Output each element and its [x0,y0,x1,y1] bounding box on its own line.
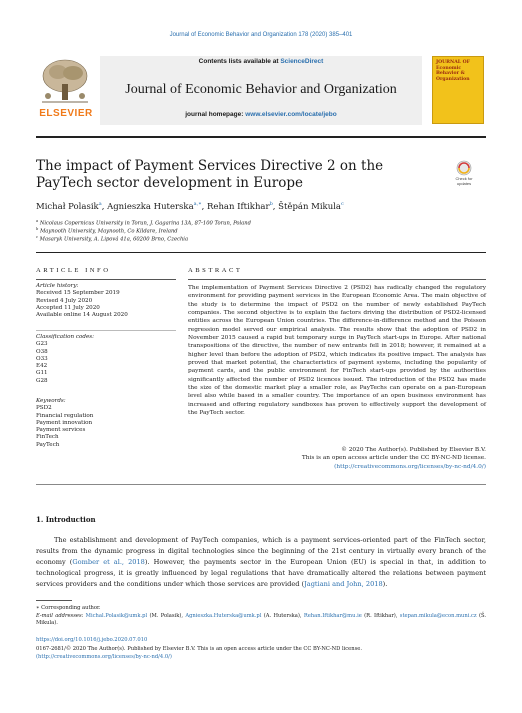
classification-label: Classification codes: [36,334,95,340]
publisher-name: ELSEVIER [39,108,93,119]
intro-text: ). However, the payments sector in the European Union (EU) is special in that, in addition to technological progress, it is greatly influenced by legal regulations that have dramatically altered the relations between payment services providers and the conditions under which those services are provided ( [36,558,486,588]
article-info-heading: ARTICLE INFO [36,267,111,274]
email-link[interactable]: Rehan.Iftikhar@mu.ie [303,613,362,619]
email-owner: (A. Huterska), [263,613,302,619]
author-affiliation-marker[interactable]: a,∗ [193,201,202,207]
email-link[interactable]: Michal.Polasik@umk.pl [85,613,148,619]
abstract-heading: ABSTRACT [188,267,243,274]
abstract-rule [188,279,486,280]
article-title: The impact of Payment Services Directive 2 on the PayTech sector development in Europe [36,158,384,191]
intro-text: ). [382,580,388,588]
affiliation-text: Maynooth University, Maynooth, Co Kildare, Ireland [39,228,178,235]
journal-cover-text [436,60,482,82]
keywords [36,398,166,449]
citation-link[interactable]: Jagtiani and John, 2018 [304,580,383,588]
homepage-line [100,111,422,118]
header-divider [36,136,486,138]
affiliation-marker: a [36,219,39,223]
homepage-prefix: journal homepage: [185,111,246,118]
email-link[interactable]: Agnieszka.Huterska@umk.pl [185,613,262,619]
author-name[interactable]: Štěpán Mikula [278,201,341,212]
author-affiliation-marker[interactable]: a [98,201,102,207]
keywords-label: Keywords: [36,398,66,404]
check-label-line: updates [456,181,472,186]
email-owner: (M. Polasik), [149,613,184,619]
intro-paragraph [36,535,486,590]
cover-line: Behavior & [436,71,465,76]
classification-code: O33 [36,355,48,362]
keyword: FinTech [36,434,59,441]
email-owner: (R. Iftikhar), [364,613,398,619]
affiliation-marker: c [36,235,39,239]
keyword: Financial regulation [36,412,94,419]
affiliation [36,219,456,227]
affiliation-marker: b [36,227,39,231]
affiliation-text: Nicolaus Copernicus University in Torun, J. Gagarina 13A, 87-100 Torun, Poland [39,220,251,227]
email-addresses [36,613,486,627]
citation-link[interactable]: Gomber et al., 2018 [72,558,145,566]
author-name[interactable]: Rehan Iftikhar [207,201,270,212]
email-label: E-mail addresses: [36,613,84,619]
abstract-copyright [188,446,486,471]
classification-code: O38 [36,348,48,355]
affiliation [36,227,456,235]
history-item: Received 15 September 2019 [36,290,120,297]
abstract-text: The implementation of Payment Services Directive 2 (PSD2) has radically changed the regulatory environment for providing payment services in the European Economic Area. The main objective of the study is to determine the impact of PSD2 on the number of newly established PayTech companies. The second objective is to explain the factors driving the distribution of PSD2-licensed entities across the European Union countries. The difference-in-difference method and the Poisson regression model served our empirical analysis. The results show that the adoption of PSD2 in November 2015 caused a rapid but temporary surge in PayTech start-ups in Europe. After national transpositions of the directive, the number of new entrants fell in 2018; however, it remained at a higher level than before the adoption of PSD2, which indicates its positive impact. The analysis has proved that market potential, the characteristics of payment systems, including the popularity of payment cards, and the public environment for FinTech start-ups provided by the authorities significantly affected the number of PSD2 licences issued. The introduction of the PSD2 has made the size of the domestic market play a smaller role, as PayTechs can operate on a pan-European level also while based in a smaller country. The importance of an open business environment has increased and offering regulatory sandboxes has proven to effectively support the development of the PayTech sector. [188,285,486,417]
classification-code: G28 [36,377,48,384]
doi-link[interactable]: https://doi.org/10.1016/j.jebo.2020.07.010 [36,637,148,643]
section-heading: 1. Introduction [36,515,96,524]
author-list: Michał Polasik$^a$, Agnieszka Huterska$^{a,∗}$, Rehan Iftikhar$^b$, Štěpán Mikula$^c$ [36,201,344,212]
history-item: Available online 14 August 2020 [36,312,128,319]
license-link[interactable]: (http://creativecommons.org/licenses/by-nc-nd/4.0/) [36,654,172,660]
author-name[interactable]: Agnieszka Huterska [107,201,194,212]
author-name[interactable]: Michał Polasik [36,201,99,212]
license-link[interactable]: (http://creativecommons.org/licenses/by-nc-nd/4.0/) [334,463,486,470]
intro-text: The establishment and development of PayTech companies, which is a payment services-oriented part of the FinTech sector, results from the dynamic progress in digital technologies since the beginning of the 21st century in virtually every branch of the economy ( [36,536,486,566]
journal-title: Journal of Economic Behavior and Organization [125,82,397,97]
issn-line: 0167-2681/© 2020 The Author(s). Published by Elsevier B.V. This is an open access article under the CC BY-NC-ND license. [36,646,362,652]
homepage-link[interactable]: www.elsevier.com/locate/jebo [245,111,337,118]
info-rule [36,330,176,331]
classification-code: G11 [36,370,48,377]
affiliation-text: Masaryk University, A. Lipová 41a, 60200 Brno, Czechia [39,236,189,243]
article-history [36,283,166,319]
affiliation [36,235,456,243]
journal-citation-link[interactable]: Journal of Economic Behavior and Organization 178 (2020) 385–401 [169,32,353,38]
author-affiliation-marker[interactable]: b [269,201,273,207]
history-item: Revised 4 July 2020 [36,297,93,304]
corresponding-author-note: ∗ Corresponding author. [36,605,101,611]
keyword: Payment innovation [36,419,93,426]
classification-code: G23 [36,341,48,348]
section-divider [36,252,486,253]
cover-line: Economic [436,65,462,71]
classification-codes [36,334,166,385]
cover-line: JOURNAL OF [436,60,470,65]
check-for-updates-label[interactable] [438,176,490,186]
history-item: Accepted 11 July 2020 [36,304,100,311]
author-affiliation-marker[interactable]: c [340,201,344,207]
email-link[interactable]: stepan.mikula@econ.muni.cz [399,613,477,619]
section-divider [36,484,486,485]
contents-line [100,58,422,65]
keyword: PayTech [36,441,60,448]
sciencedirect-link[interactable]: ScienceDirect [280,58,324,65]
keyword: PSD2 [36,405,52,412]
classification-code: E42 [36,363,48,370]
history-label: Article history: [36,283,79,289]
contents-prefix: Contents lists available at [198,58,281,65]
cover-line: Organization [436,76,470,82]
elsevier-tree-logo [36,56,94,106]
email-owner: (Š. Mikula). [36,613,486,626]
footnote-rule [36,600,72,601]
keyword: Payment services [36,427,86,434]
check-label-line: Check for [455,176,473,181]
license-line: This is an open access article under the CC BY-NC-ND license. [301,455,486,462]
copyright-line: © 2020 The Author(s). Published by Elsevier B.V. [341,447,486,453]
article-info-rule [36,279,176,280]
